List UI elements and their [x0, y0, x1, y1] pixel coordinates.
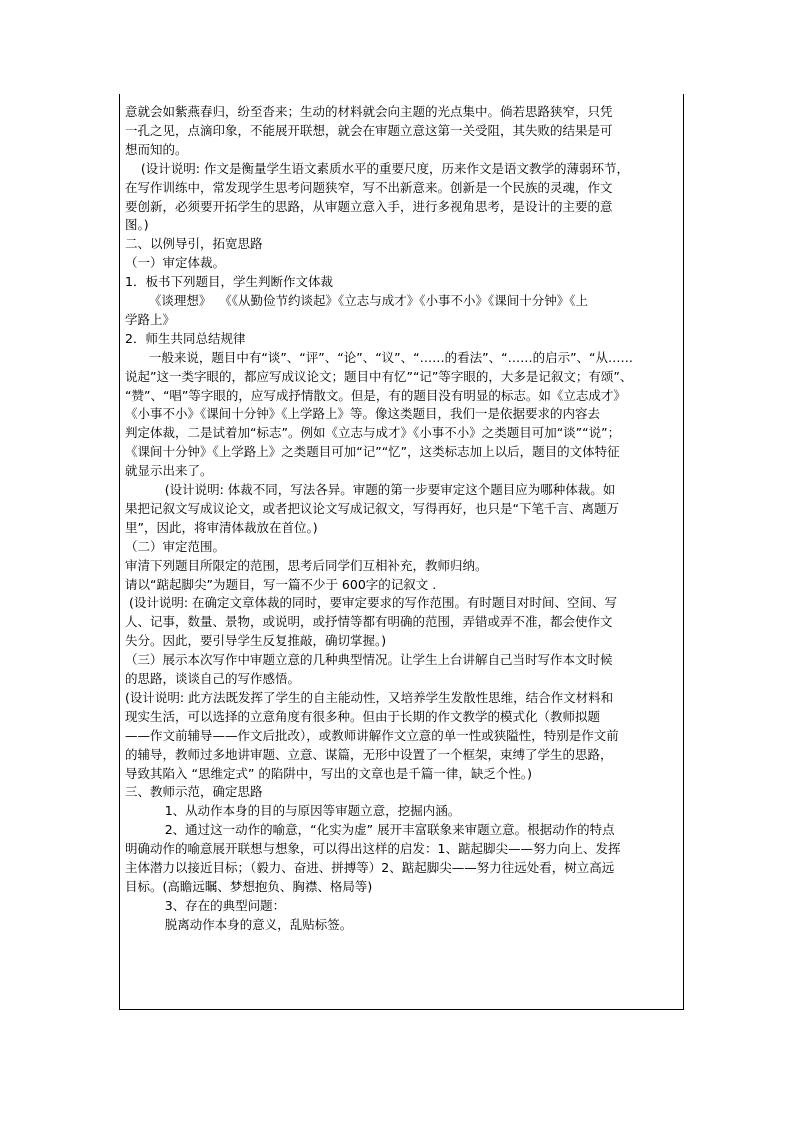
text-line: 在写作训练中，常发现学生思考问题狭窄，写不出新意来。创新是一个民族的灵魂，作文 — [125, 179, 613, 195]
text-line: 明确动作的喻意展开联想与想象，可以得出这样的启发：1、踮起脚尖——努力向上、发挥 — [125, 841, 621, 857]
text-line: 请以“踮起脚尖”为题目，写一篇不少于 600字的记叙文 . — [125, 576, 437, 592]
text-line: (设计说明: 体裁不同，写法各异。审题的第一步要审定这个题目应为哪种体裁。如 — [125, 482, 616, 497]
text-line: 目标。(高瞻远瞩、梦想抱负、胸襟、格局等) — [125, 878, 373, 894]
text-line: 《小事不小》《课间十分钟》《上学路上》等。像这类题目，我们一是依据要求的内容去 — [125, 406, 601, 422]
text-line: 主体潜力以接近目标；（毅力、奋进、拼搏等）2、踮起脚尖——努力往远处看，树立高远 — [125, 860, 615, 875]
text-line: ——作文前辅导——作文后批改），或教师讲解作文立意的单一性或狭隘性，特别是作文前 — [125, 727, 619, 743]
text-line: 人、记事，数量、景物，或说明，或抒情等都有明确的范围，弄错或弄不准，都会使作文 — [125, 614, 613, 630]
text-line: 《课间十分钟》《上学路上》之类题目可加“记”“忆”，这类标志加上以后，题目的文体特征 — [125, 444, 620, 460]
text-line: 判定体裁，二是试着加“标志”。例如《立志与成才》《小事不小》之类题目可加“谈”“说”； — [125, 425, 621, 441]
text-line: （二）审定范围。 — [125, 538, 226, 554]
text-line: （一）审定体裁。 — [125, 255, 226, 271]
text-line: 一般来说，题目中有“谈”、“评”、“论”、“议”、“……的看法”、“……的启示”、“从…… — [125, 349, 634, 365]
text-line: 说起”这一类字眼的，都应写成议论文；题目中有忆”“记”等字眼的，大多是记叙文；有颂”、 — [125, 368, 633, 384]
text-line: (设计说明: 在确定文章体裁的同时，要审定要求的写作范围。有时题目对时间、空间、写 — [125, 595, 618, 611]
text-line: 学路上》 — [125, 311, 176, 327]
text-line: “赞”、“唱”等字眼的，应写成抒情散文。但是，有的题目没有明显的标志。如《立志成才》 — [125, 387, 626, 403]
text-line: 的辅导，教师过多地讲审题、立意、谋篇，无形中设置了一个框架，束缚了学生的思路， — [125, 746, 613, 762]
text-line: 图。) — [125, 217, 149, 233]
text-line: 导致其陷入 “思维定式” 的陷阱中，写出的文章也是千篇一律，缺乏个性。) — [125, 765, 533, 781]
text-line: 现实生活，可以选择的立意角度有很多种。但由于长期的作文教学的模式化（教师拟题 — [125, 708, 601, 724]
text-line: 一孔之见，点滴印象，不能展开联想，就会在审题立意这第一关受阻，其失败的结果是可 — [125, 122, 613, 138]
text-line: 失分。因此，要引导学生反复推敲，确切掌握。) — [125, 633, 387, 649]
text-line: 3、存在的典型问题： — [125, 897, 286, 913]
text-line: 审清下列题目所限定的范围，思考后同学们互相补充，教师归纳。 — [125, 557, 488, 573]
text-line: 2、通过这一动作的喻意，“化实为虚” 展开丰富联象来审题立意。根据动作的特点 — [125, 822, 615, 838]
text-line: 1、从动作本身的目的与原因等审题立意，挖掘内涵。 — [125, 803, 461, 819]
text-line: 的思路，谈谈自己的写作感悟。 — [125, 671, 301, 686]
text-line: 想而知的。 — [125, 141, 188, 157]
text-line: 要创新，必须要开拓学生的思路，从审题立意入手，进行多视角思考，是设计的主要的意 — [125, 198, 613, 214]
text-line: 就显示出来了。 — [125, 463, 213, 479]
text-line: 脱离动作本身的意义，乱贴标签。 — [125, 916, 353, 932]
text-line: 三、教师示范，确定思路 — [125, 784, 263, 800]
text-line: (设计说明: 作文是衡量学生语文素质水平的重要尺度，历来作文是语文教学的薄弱环节， — [125, 160, 629, 176]
text-line: (设计说明: 此方法既发挥了学生的自主能动性，又培养学生发散性思维，结合作文材料和 — [125, 689, 614, 705]
text-line: （三）展示本次写作中审题立意的几种典型情况。让学生上台讲解自己当时写作本文时候 — [125, 652, 613, 668]
text-line: 2．师生共同总结规律 — [125, 330, 246, 346]
text-line: 里”，因此，将审清体裁放在首位。) — [125, 519, 318, 535]
text-line: 《谈理想》 《《从勤俭节约谈起》《立志与成才》《小事不小》《课间十分钟》《上 — [125, 293, 589, 308]
text-line: 意就会如紫燕春归，纷至沓来；生动的材料就会向主题的光点集中。倘若思路狭窄，只凭 — [125, 104, 613, 119]
text-line: 1．板书下列题目，学生判断作文体裁 — [125, 274, 333, 290]
text-line: 二、以例导引，拓宽思路 — [125, 236, 263, 252]
text-line: 果把记叙文写成议论文，或者把议论文写成记叙文，写得再好，也只是“下笔千言、离题万 — [125, 500, 619, 516]
